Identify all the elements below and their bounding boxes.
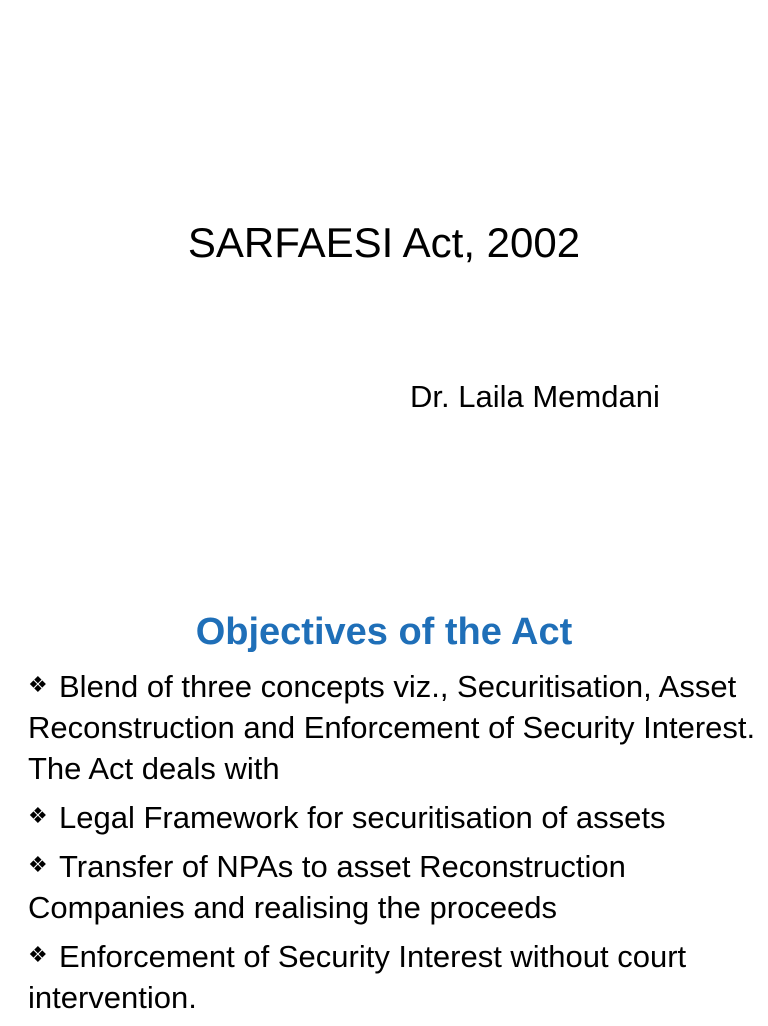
list-item <box>28 666 763 789</box>
diamond-bullet-icon: ❖ <box>28 673 48 698</box>
objectives-slide <box>0 560 768 1024</box>
bullet-text: Enforcement of Security Interest without court intervention. <box>28 939 687 1015</box>
bullet-text: Legal Framework for securitisation of assets <box>59 800 666 835</box>
bullet-text: Transfer of NPAs to asset Reconstruction Companies and realising the proceeds <box>28 849 626 925</box>
objectives-list <box>28 666 763 1026</box>
slide-title: SARFAESI Act, 2002 <box>187 219 581 266</box>
diamond-bullet-icon: ❖ <box>28 804 48 829</box>
diamond-bullet-icon: ❖ <box>28 943 48 968</box>
bullet-text: Blend of three concepts viz., Securitisation, Asset Reconstruction and Enforcement of Security Interest. The Act deals with <box>28 669 756 786</box>
list-item <box>28 936 763 1018</box>
slide-author: Dr. Laila Memdani <box>410 379 660 414</box>
list-item <box>28 797 763 838</box>
objectives-heading: Objectives of the Act <box>195 611 573 653</box>
diamond-bullet-icon: ❖ <box>28 853 48 878</box>
list-item <box>28 846 763 928</box>
